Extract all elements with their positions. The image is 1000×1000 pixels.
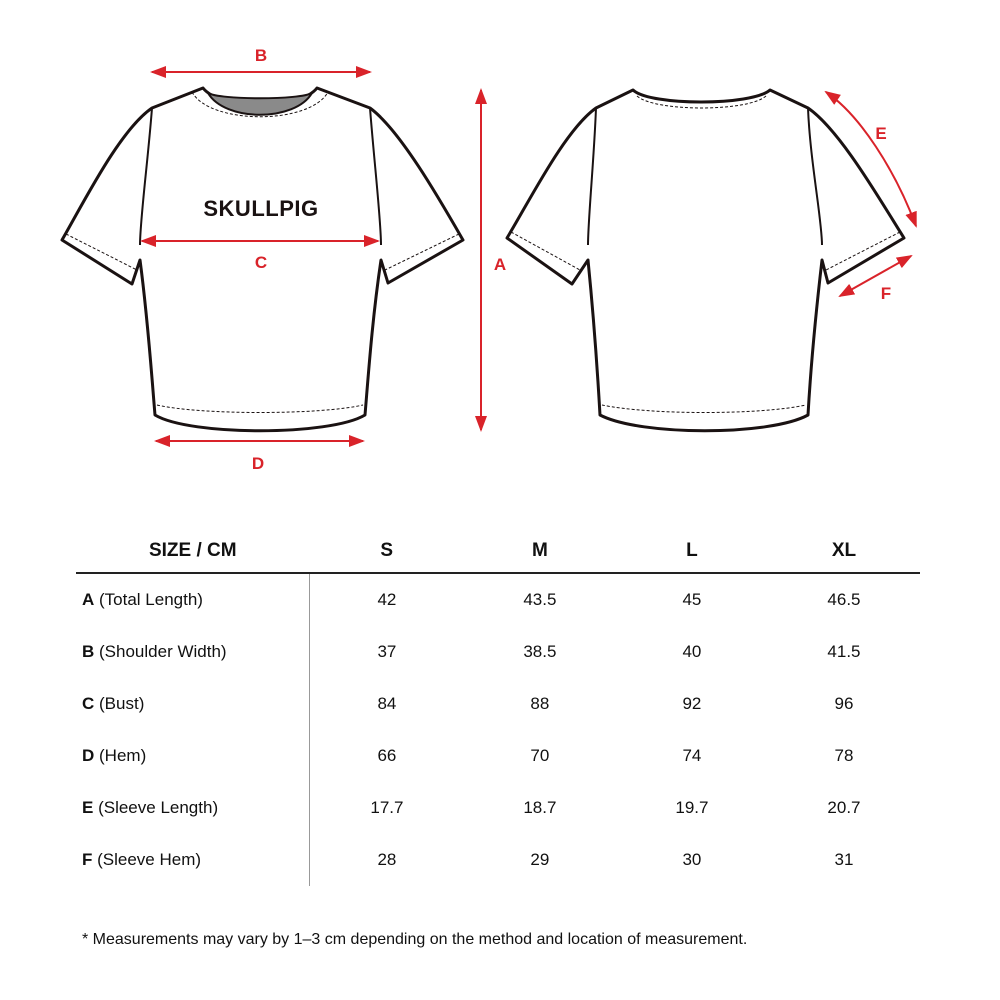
row-name: (Total Length) <box>99 590 203 609</box>
table-cell: 43.5 <box>523 590 557 609</box>
table-cell: 29 <box>530 850 550 869</box>
row-label <box>76 782 310 834</box>
row-label <box>76 678 310 730</box>
header-size: XL <box>768 530 920 573</box>
table-cell: 19.7 <box>675 798 709 817</box>
label-d: D <box>251 454 265 473</box>
row-name: (Sleeve Hem) <box>97 850 202 869</box>
table-cell: 31 <box>834 850 854 869</box>
table-cell: 17.7 <box>370 798 404 817</box>
row-name: (Hem) <box>99 746 147 765</box>
row-key: A <box>82 590 95 609</box>
label-c: C <box>254 253 268 272</box>
back-shirt <box>507 90 904 431</box>
table-cell: 42 <box>377 590 397 609</box>
header-size-cm: SIZE / CM <box>76 530 310 573</box>
header-size: S <box>310 530 464 573</box>
row-name: (Sleeve Length) <box>98 798 219 817</box>
table-row <box>76 626 920 678</box>
header-size: M <box>464 530 616 573</box>
row-label <box>76 730 310 782</box>
table-cell: 88 <box>530 694 550 713</box>
row-key: D <box>82 746 95 765</box>
table-cell: 78 <box>834 746 854 765</box>
size-table <box>76 530 920 886</box>
label-e: E <box>875 124 887 143</box>
label-a: A <box>493 255 507 274</box>
table-cell: 92 <box>682 694 702 713</box>
row-key: E <box>82 798 94 817</box>
table-cell: 20.7 <box>827 798 861 817</box>
table-row <box>76 782 920 834</box>
row-label <box>76 834 310 886</box>
row-key: F <box>82 850 93 869</box>
table-cell: 18.7 <box>523 798 557 817</box>
table-cell: 28 <box>377 850 397 869</box>
header-size: L <box>616 530 768 573</box>
table-cell: 41.5 <box>827 642 861 661</box>
table-cell: 37 <box>377 642 397 661</box>
table-cell: 46.5 <box>827 590 861 609</box>
row-label <box>76 626 310 678</box>
row-key: C <box>82 694 95 713</box>
table-cell: 45 <box>682 590 702 609</box>
table-cell: 96 <box>834 694 854 713</box>
row-label <box>76 573 310 626</box>
table-cell: 40 <box>682 642 702 661</box>
table-header-row <box>76 530 920 573</box>
table-cell: 84 <box>377 694 397 713</box>
table-cell: 38.5 <box>523 642 557 661</box>
table-row <box>76 678 920 730</box>
label-f: F <box>880 284 892 303</box>
row-name: (Bust) <box>99 694 145 713</box>
table-row <box>76 730 920 782</box>
table-cell: 74 <box>682 746 702 765</box>
table-cell: 30 <box>682 850 702 869</box>
table-row <box>76 834 920 886</box>
table-cell: 70 <box>530 746 550 765</box>
row-name: (Shoulder Width) <box>99 642 227 661</box>
footnote: * Measurements may vary by 1–3 cm depending on the method and location of measurement. <box>82 931 748 948</box>
label-b: B <box>254 46 268 65</box>
table-cell: 66 <box>377 746 397 765</box>
brand-logo: SKULLPIG <box>203 196 319 221</box>
row-key: B <box>82 642 95 661</box>
table-row <box>76 573 920 626</box>
